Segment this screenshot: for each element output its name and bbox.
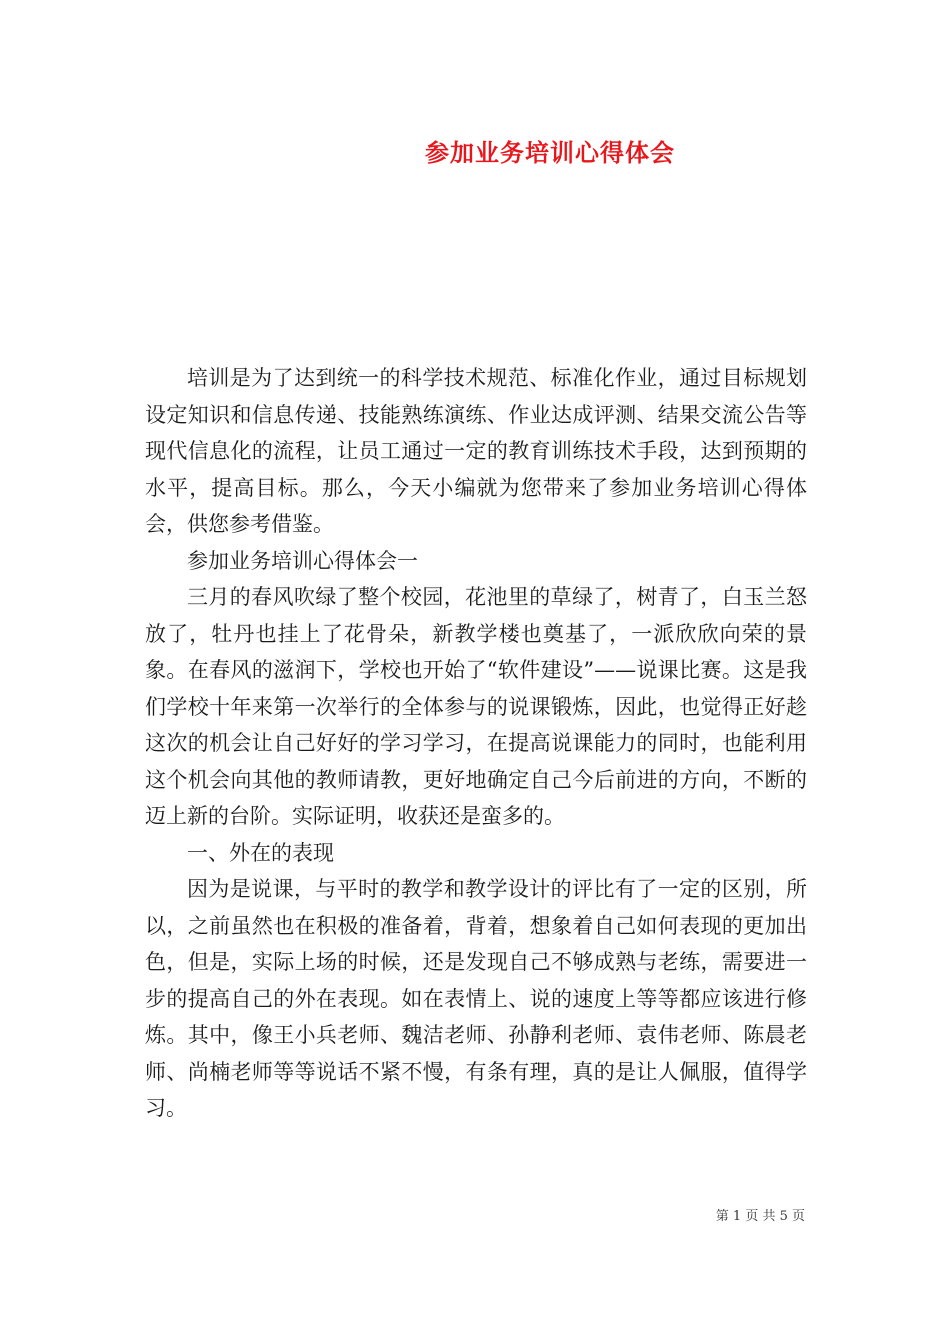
- document-body: [145, 360, 807, 1127]
- body-paragraph-spring: 三月的春风吹绿了整个校园，花池里的草绿了，树青了，白玉兰怒放了，牡丹也挂上了花骨朵，新教学楼也奠基了，一派欣欣向荣的景象。在春风的滋润下，学校也开始了“软件建设”——说课比赛。这是我们学校十年来第一次举行的全体参与的说课锻炼，因此，也觉得正好趁这次的机会让自己好好的学习学习，在提高说课能力的同时，也能利用这个机会向其他的教师请教，更好地确定自己今后前进的方向，不断的迈上新的台阶。实际证明，收获还是蛮多的。: [145, 585, 807, 828]
- section-heading-one: 参加业务培训心得体会一: [187, 548, 418, 573]
- intro-paragraph: 培训是为了达到统一的科学技术规范、标准化作业，通过目标规划设定知识和信息传递、技能熟练演练、作业达成评测、结果交流公告等现代信息化的流程，让员工通过一定的教育训练技术手段，达到预期的水平，提高目标。那么，今天小编就为您带来了参加业务培训心得体会，供您参考借鉴。: [145, 366, 807, 536]
- page-number-footer: 第 1 页 共 5 页: [715, 1209, 805, 1224]
- document-title: 参加业务培训心得体会: [425, 138, 675, 167]
- body-paragraph-performance: 因为是说课，与平时的教学和教学设计的评比有了一定的区别，所以，之前虽然也在积极的准备着，背着，想象着自己如何表现的更加出色，但是，实际上场的时候，还是发现自己不够成熟与老练，需要进一步的提高自己的外在表现。如在表情上、说的速度上等等都应该进行修炼。其中，像王小兵老师、魏洁老师、孙静利老师、袁伟老师、陈晨老师、尚楠老师等等说话不紧不慢，有条有理，真的是让人佩服，值得学习。: [145, 877, 807, 1120]
- subheading-external-performance: 一、外在的表现: [187, 840, 334, 865]
